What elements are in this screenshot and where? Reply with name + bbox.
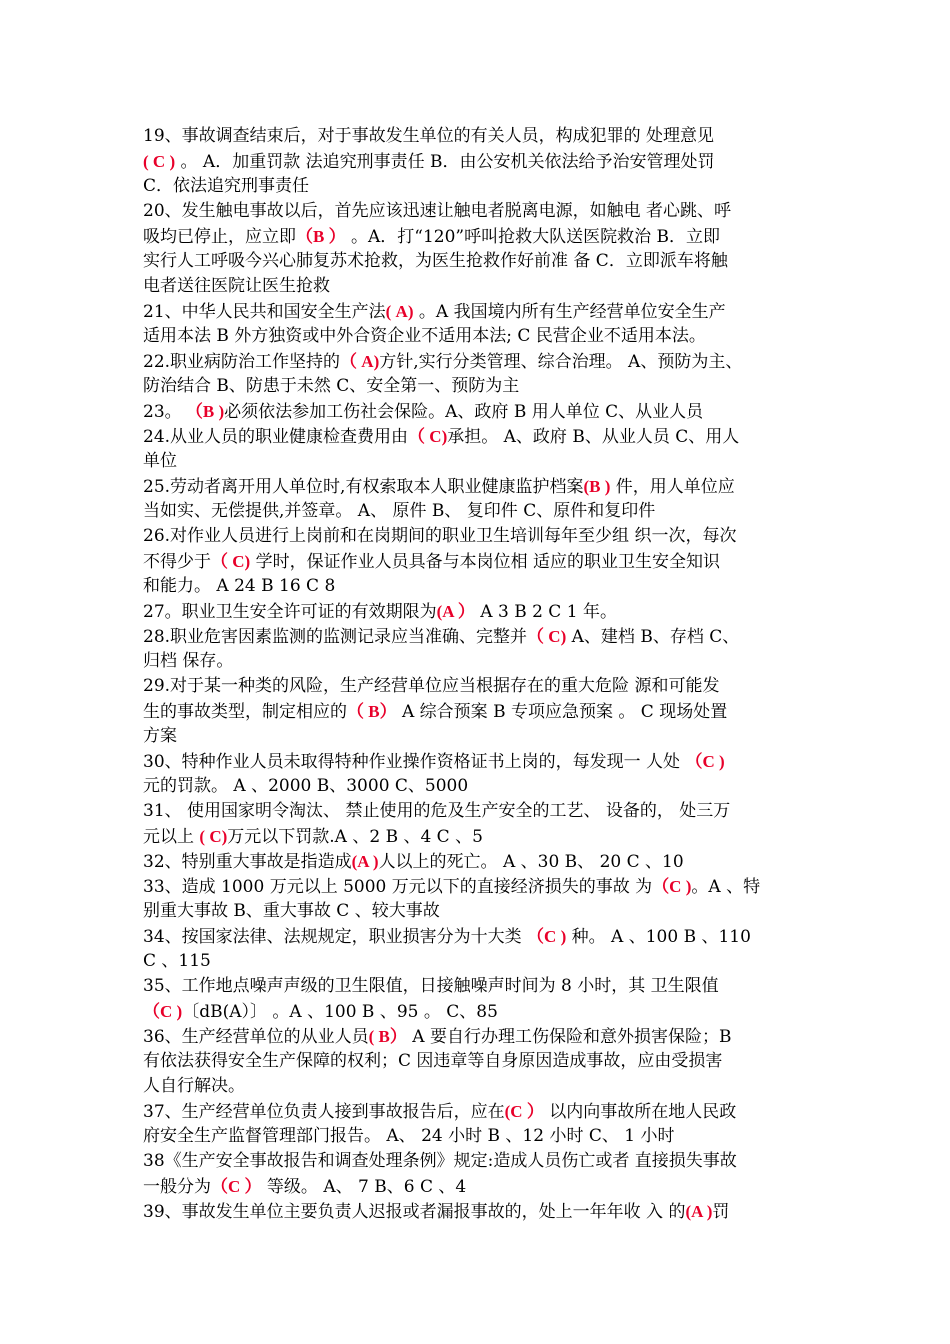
text-line [143, 799, 811, 824]
line-text: 。A 我国境内所有生产经营单位安全生产 [413, 302, 726, 322]
text-line [143, 1074, 811, 1099]
text-line [143, 1124, 811, 1149]
line-text: 学时，保证作业人员具备与本岗位相 适应的职业卫生安全知识 [250, 552, 721, 572]
line-text: 和能力。 A 24 B 16 C 8 [143, 576, 336, 596]
line-text: 24.从业人员的职业健康检查费用由 [143, 427, 409, 447]
line-text: C 、115 [143, 951, 211, 971]
text-line [143, 1024, 811, 1049]
line-text: 人以上的死亡。 A 、30 B、 20 C 、10 [378, 852, 684, 872]
text-line [143, 924, 811, 949]
text-line [143, 624, 811, 649]
answer-choice: (A ) [685, 1202, 713, 1221]
line-text: 33、造成 1000 万元以上 5000 万元以下的直接经济损失的事故 为 [143, 877, 653, 897]
text-line [143, 474, 811, 499]
line-text: 26.对作业人员进行上岗前和在岗期间的职业卫生培训每年至少组 织一次，每次 [143, 526, 737, 546]
line-text: A 要自行办理工伤保险和意外损害保险；B [406, 1027, 732, 1047]
text-line [143, 199, 811, 224]
text-line [143, 974, 811, 999]
text-line [143, 1049, 811, 1074]
line-text: 别重大事故 B、重大事故 C 、较大事故 [143, 901, 440, 921]
text-line [143, 1149, 811, 1174]
line-text: 31、 使用国家明令淘汰、 禁止使用的危及生产安全的工艺、 设备的， 处三万 [143, 801, 731, 821]
line-text: 罚 [712, 1202, 730, 1222]
answer-choice: （B ) [181, 402, 225, 421]
text-line [143, 274, 811, 299]
line-text: 电者送往医院让医生抢救 [143, 276, 330, 296]
line-text: 人自行解决。 [143, 1076, 245, 1096]
answer-choice: (A ） [436, 602, 475, 621]
text-line [143, 299, 811, 324]
text-line [143, 774, 811, 799]
line-text: 一般分为 [143, 1177, 211, 1197]
line-text: 39、事故发生单位主要负责人迟报或者漏报事故的，处上一年年收 入 的 [143, 1202, 686, 1222]
answer-choice: (C ） [504, 1102, 544, 1121]
text-line [143, 324, 811, 349]
line-text: 生的事故类型，制定相应的 [143, 702, 347, 722]
line-text: 35、工作地点噪声声级的卫生限值，日接触噪声时间为 8 小时，其 卫生限值 [143, 976, 719, 996]
line-text: 元的罚款。 A 、2000 B、3000 C、5000 [143, 776, 469, 796]
answer-choice: ( C ) [143, 152, 176, 171]
text-line [143, 124, 811, 149]
answer-choice: （C ) [143, 1002, 183, 1021]
line-text: 归档 保存。 [143, 651, 234, 671]
text-line [143, 749, 811, 774]
line-text: A 3 B 2 C 1 年。 [474, 602, 617, 622]
line-text: 22.职业病防治工作坚持的 [143, 352, 341, 372]
text-line [143, 724, 811, 749]
text-line [143, 224, 811, 249]
text-line [143, 399, 811, 424]
answer-choice: （C ) [652, 877, 692, 896]
text-line [143, 524, 811, 549]
line-text: 37、生产经营单位负责人接到事故报告后，应在 [143, 1102, 505, 1122]
text-line [143, 349, 811, 374]
line-text: 34、按国家法律、法规规定，职业损害分为十大类 [143, 927, 528, 947]
text-line [143, 649, 811, 674]
text-line [143, 949, 811, 974]
line-text: 府安全生产监督管理部门报告。 A、 24 小时 B 、12 小时 C、 1 小时 [143, 1126, 675, 1146]
line-text: 36、生产经营单位的从业人员 [143, 1027, 369, 1047]
text-line [143, 999, 811, 1024]
answer-choice: （ C) [211, 552, 251, 571]
answer-choice: (B ) [583, 477, 611, 496]
line-text: 。A．打“120”呼叫抢救大队送医院救治 B．立即 [345, 227, 720, 247]
line-text: 种。 A 、100 B 、110 [566, 927, 751, 947]
line-text: 适用本法 B 外方独资或中外合资企业不适用本法; C 民营企业不适用本法。 [143, 326, 706, 346]
line-text: 30、特种作业人员未取得特种作业操作资格证书上岗的，每发现一 人处 [143, 752, 686, 772]
line-text: 38《生产安全事故报告和调查处理条例》规定:造成人员伤亡或者 直接损失事故 [143, 1151, 737, 1171]
line-text: 19、事故调查结束后，对于事故发生单位的有关人员，构成犯罪的 处理意见 [143, 126, 715, 146]
text-line [143, 599, 811, 624]
answer-choice: （ A) [340, 352, 380, 371]
line-text: 28.职业危害因素监测的监测记录应当准确、完整并 [143, 627, 528, 647]
answer-choice: (A ) [351, 852, 379, 871]
text-line [143, 499, 811, 524]
line-text: 23。 [143, 402, 182, 422]
line-text: 。 A．加重罚款 法追究刑事责任 B．由公安机关依法给予治安管理处罚 [175, 152, 715, 172]
text-line [143, 849, 811, 874]
text-line [143, 449, 811, 474]
line-text: 必须依法参加工伤社会保险。A、政府 B 用人单位 C、从业人员 [224, 402, 704, 422]
line-text: 32、特别重大事故是指造成 [143, 852, 352, 872]
answer-choice: （ C) [527, 627, 567, 646]
line-text: 。A 、特 [691, 877, 761, 897]
line-text: 21、中华人民共和国安全生产法 [143, 302, 386, 322]
text-line [143, 824, 811, 849]
text-line [143, 174, 811, 199]
line-text: 等级。 A、 7 B、6 C 、4 [261, 1177, 467, 1197]
line-text: 27。职业卫生安全许可证的有效期限为 [143, 602, 437, 622]
text-line [143, 874, 811, 899]
text-line [143, 574, 811, 599]
line-text: 实行人工呼吸今兴心肺复苏术抢救，为医生抢救作好前准 备 C．立即派车将触 [143, 251, 728, 271]
line-text: A 综合预案 B 专项应急预案 。 C 现场处置 [396, 702, 728, 722]
text-line [143, 424, 811, 449]
text-line [143, 549, 811, 574]
line-text: C．依法追究刑事责任 [143, 176, 310, 196]
text-line [143, 1199, 811, 1224]
line-text: 〔dB(A）〕 。A 、100 B 、95 。 C、85 [182, 1002, 498, 1022]
line-text: 25.劳动者离开用人单位时,有权索取本人职业健康监护档案 [143, 477, 584, 497]
line-text: 防治结合 B、防患于未然 C、安全第一、预防为主 [143, 376, 520, 396]
line-text: 方案 [143, 726, 177, 746]
line-text: 方针,实行分类管理、综合治理。 A、预防为主、 [379, 352, 743, 372]
line-text: 有依法获得安全生产保障的权利；C 因违章等自身原因造成事故，应由受损害 [143, 1051, 723, 1071]
answer-choice: （C ) [685, 752, 725, 771]
line-text: 承担。 A、政府 B、从业人员 C、用人 [447, 427, 740, 447]
line-text: 不得少于 [143, 552, 211, 572]
question-list [143, 124, 811, 1224]
answer-choice: （ B） [347, 702, 397, 721]
line-text: 29.对于某一种类的风险，生产经营单位应当根据存在的重大危险 源和可能发 [143, 676, 720, 696]
answer-choice: ( C) [199, 827, 228, 846]
text-line [143, 674, 811, 699]
line-text: A、建档 B、存档 C、 [566, 627, 740, 647]
text-line [143, 374, 811, 399]
line-text: 以内向事故所在地人民政 [543, 1102, 737, 1122]
text-line [143, 1099, 811, 1124]
line-text: 单位 [143, 451, 177, 471]
line-text: 当如实、无偿提供,并签章。 A、 原件 B、 复印件 C、原件和复印件 [143, 501, 656, 521]
text-line [143, 249, 811, 274]
answer-choice: （C ) [527, 927, 567, 946]
answer-choice: ( A) [385, 302, 414, 321]
line-text: 元以上 [143, 827, 200, 847]
answer-choice: （ C) [408, 427, 448, 446]
text-line [143, 899, 811, 924]
line-text: 吸均已停止，应立即 [143, 227, 296, 247]
answer-choice: （B ） [296, 227, 346, 246]
answer-choice: ( B） [368, 1027, 407, 1046]
text-line [143, 699, 811, 724]
text-line [143, 1174, 811, 1199]
line-text: 件，用人单位应 [610, 477, 735, 497]
line-text: 20、发生触电事故以后，首先应该迅速让触电者脱离电源，如触电 者心跳、呼 [143, 201, 732, 221]
line-text: 万元以下罚款.A 、2 B 、4 C 、5 [227, 827, 483, 847]
text-line [143, 149, 811, 174]
answer-choice: （C ） [211, 1177, 262, 1196]
